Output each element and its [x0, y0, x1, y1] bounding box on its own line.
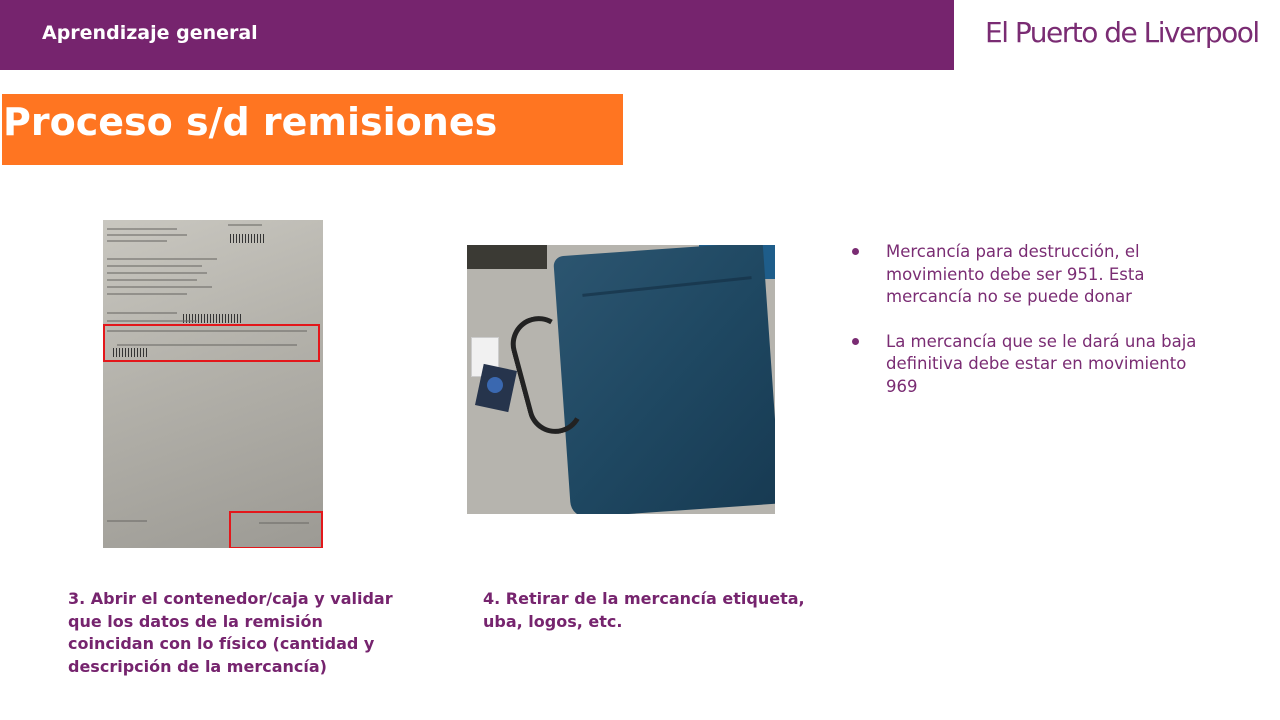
merchandise-on-table-photo — [467, 245, 775, 514]
bullet-icon — [852, 338, 859, 345]
remission-document-photo — [103, 220, 323, 548]
total-highlight-box — [229, 511, 323, 548]
header-title: Aprendizaje general — [42, 22, 258, 44]
note-item — [852, 241, 1197, 309]
brand-logo: El Puerto de Liverpool — [985, 16, 1259, 49]
slide-title: Proceso s/d remisiones — [3, 100, 498, 144]
note-item — [852, 331, 1197, 399]
notes-list — [852, 241, 1197, 420]
bullet-icon — [852, 248, 859, 255]
quantity-highlight-box — [103, 324, 320, 362]
step-3-caption: 3. Abrir el contenedor/caja y validar que los datos de la remisión coincidan con lo físico (cantidad y descripción de la mercancía) — [68, 589, 393, 676]
note-text: Mercancía para destrucción, el movimiento debe ser 951. Esta mercancía no se puede donar — [886, 242, 1145, 306]
note-text: La mercancía que se le dará una baja definitiva debe estar en movimiento 969 — [886, 331, 1197, 396]
step-4-caption: 4. Retirar de la mercancía etiqueta, uba, logos, etc. — [483, 589, 805, 631]
